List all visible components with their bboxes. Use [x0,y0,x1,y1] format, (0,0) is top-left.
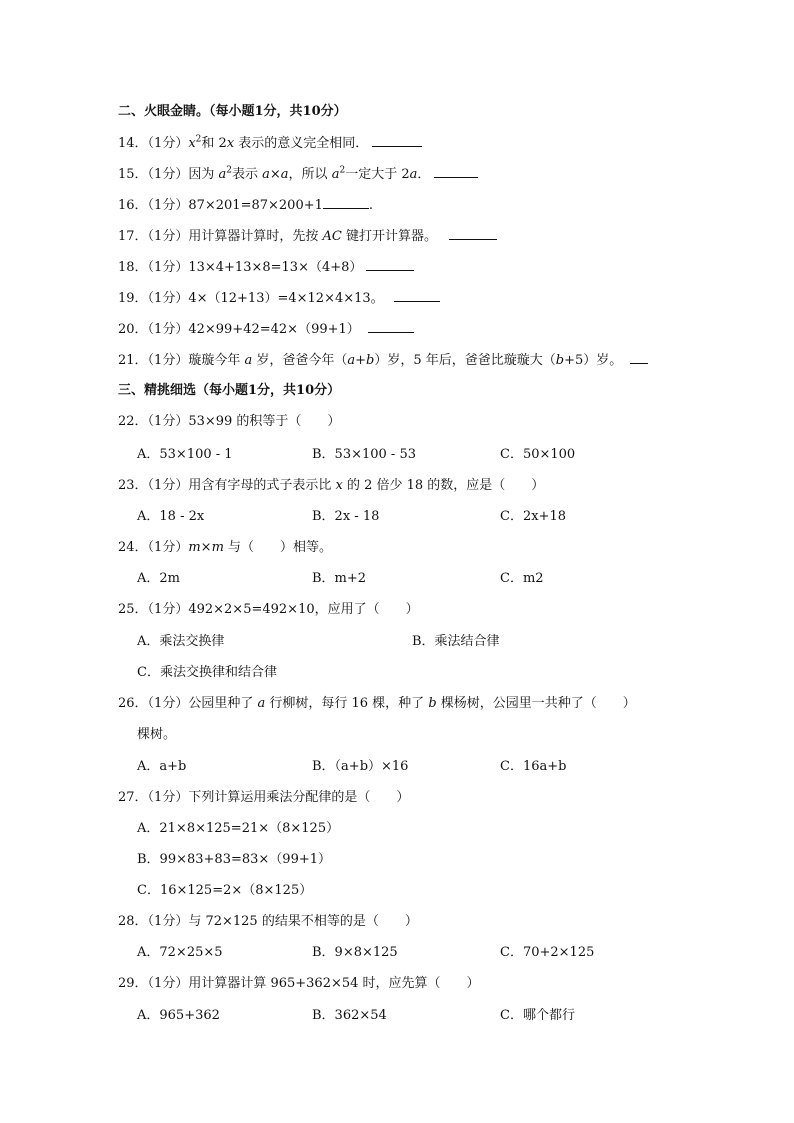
option-b[interactable]: B．53×100 - 53 [312,447,417,462]
option-c[interactable]: C．2x+18 [500,509,566,524]
option-a[interactable]: A．21×8×125=21×（8×125） [137,821,340,836]
question-26-continuation: 棵树。 [137,727,177,742]
option-b[interactable]: B．9×8×125 [312,945,398,960]
option-a[interactable]: A．53×100 - 1 [137,447,233,462]
option-c[interactable]: C．哪个都行 [500,1008,575,1023]
question-24: 24．（1分）m×m 与（ ）相等。 [118,540,333,555]
question-16: 16．（1分）87×201=87×200+1 . [118,198,374,213]
answer-blank[interactable] [323,196,369,209]
question-29: 29．（1分）用计算器计算 965+362×54 时，应先算（ ） [118,976,480,991]
option-b[interactable]: B．362×54 [312,1008,387,1023]
answer-blank[interactable] [368,320,414,333]
question-20: 20．（1分）42×99+42=42×（99+1） [118,320,414,339]
question-18: 18．（1分）13×4+13×8=13×（4+8） [118,258,414,277]
option-a[interactable]: A．72×25×5 [137,945,223,960]
question-25: 25．（1分）492×2×5=492×10，应用了（ ） [118,602,419,617]
option-c[interactable]: C．16×125=2×（8×125） [137,883,313,898]
question-15: 15．（1分）因为 $a^2$表示 a×a，所以 $a^2$一定大于 2a． [118,165,478,184]
question-27: 27．（1分）下列计算运用乘法分配律的是（ ） [118,790,410,805]
option-b[interactable]: B．乘法结合律 [412,634,500,649]
option-b[interactable]: B．m+2 [312,571,367,586]
section-3-title: 三、精挑细选（每小题1分，共10分） [118,383,341,398]
question-23: 23．（1分）用含有字母的式子表示比 x 的 2 倍少 18 的数，应是（ ） [118,478,545,493]
answer-blank[interactable] [366,258,414,271]
option-a[interactable]: A．18 - 2x [137,509,205,524]
answer-blank[interactable] [372,134,422,147]
option-b[interactable]: B．99×83+83=83×（99+1） [137,852,331,867]
option-b[interactable]: B．2x - 18 [312,509,380,524]
question-21: 21．（1分）璇璇今年 a 岁，爸爸今年（a+b）岁，5 年后，爸爸比璇璇大（b+5）岁。 [118,351,648,370]
option-a[interactable]: A．965+362 [137,1008,220,1023]
answer-blank[interactable] [434,165,478,178]
option-c[interactable]: C．70+2×125 [500,945,595,960]
answer-blank[interactable] [394,289,440,302]
question-14: 14．（1分）$x^2$和 2x 表示的意义完全相同． [118,134,422,153]
option-a[interactable]: A．乘法交换律 [137,634,225,649]
answer-blank[interactable] [630,351,648,364]
question-19: 19．（1分）4×（12+13）=4×12×4×13。 [118,289,440,308]
option-c[interactable]: C．50×100 [500,447,576,462]
answer-blank[interactable] [449,227,497,240]
option-b[interactable]: B．（a+b）×16 [312,759,409,774]
question-26: 26．（1分）公园里种了 a 行柳树，每行 16 棵，种了 b 棵杨树，公园里一共种了（ ） [118,696,636,711]
option-c[interactable]: C．m2 [500,571,544,586]
option-a[interactable]: A．a+b [137,759,187,774]
question-28: 28．（1分）与 72×125 的结果不相等的是（ ） [118,914,418,929]
option-c[interactable]: C．16a+b [500,759,567,774]
question-17: 17．（1分）用计算器计算时，先按 AC 键打开计算器。 [118,227,497,246]
option-c[interactable]: C．乘法交换律和结合律 [137,665,277,680]
question-22: 22．（1分）53×99 的积等于（ ） [118,414,341,429]
option-a[interactable]: A．2m [137,571,180,586]
section-2-title: 二、火眼金睛。（每小题1分，共10分） [118,104,347,119]
